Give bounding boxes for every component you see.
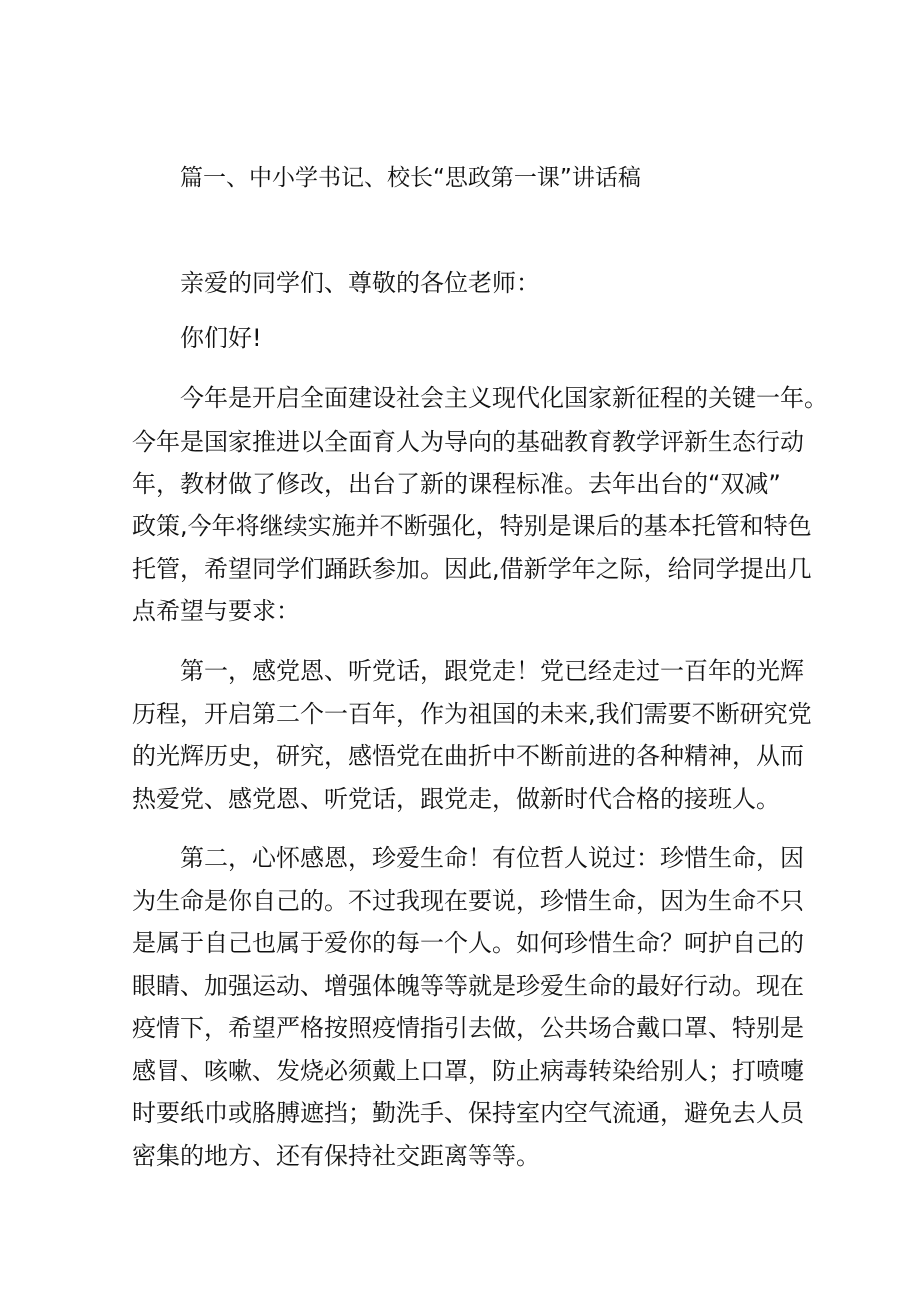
document-title: 篇一、中小学书记、校长“思政第一课”讲话稿	[180, 165, 641, 191]
paragraph-3-line: 感冒、咳嗽、发烧必须戴上口罩，防止病毒转染给别人；打喷嚏	[132, 1057, 804, 1085]
paragraph-2-line: 的光辉历史，研究，感悟党在曲折中不断前进的各种精神，从而	[132, 742, 804, 770]
paragraph-2-line: 历程，开启第二个一百年，作为祖国的未来,我们需要不断研究党	[132, 700, 812, 728]
salutation: 亲爱的同学们、尊敬的各位老师：	[180, 269, 540, 297]
paragraph-1-line: 政策,今年将继续实施并不断强化，特别是课后的基本托管和特色	[132, 512, 812, 540]
paragraph-1-line: 今年是国家推进以全面育人为导向的基础教育教学评新生态行动	[132, 428, 804, 456]
paragraph-3-line: 为生命是你自己的。不过我现在要说，珍惜生命，因为生命不只	[132, 887, 804, 915]
paragraph-3-line: 时要纸巾或胳膊遮挡；勤洗手、保持室内空气流通，避免去人员	[132, 1099, 804, 1127]
greeting: 你们好!	[180, 324, 262, 352]
paragraph-2-line: 第一，感党恩、听党话，跟党走！党已经走过一百年的光辉	[180, 657, 804, 685]
paragraph-1-line: 今年是开启全面建设社会主义现代化国家新征程的关键一年。	[180, 384, 828, 412]
paragraph-1-line: 点希望与要求：	[132, 597, 300, 625]
paragraph-1-line: 年，教材做了修改，出台了新的课程标准。去年出台的“双减”	[132, 470, 781, 498]
paragraph-3-line: 第二，心怀感恩，珍爱生命！有位哲人说过：珍惜生命，因	[180, 844, 804, 872]
paragraph-3-line: 密集的地方、还有保持社交距离等等。	[132, 1142, 540, 1170]
paragraph-3-line: 是属于自己也属于爱你的每一个人。如何珍惜生命？呵护自己的	[132, 929, 804, 957]
paragraph-3-line: 疫情下，希望严格按照疫情指引去做，公共场合戴口罩、特别是	[132, 1014, 804, 1042]
paragraph-1-line: 托管，希望同学们踊跃参加。因此,借新学年之际，给同学提出几	[132, 555, 812, 583]
paragraph-3-line: 眼睛、加强运动、增强体魄等等就是珍爱生命的最好行动。现在	[132, 972, 804, 1000]
paragraph-2-line: 热爱党、感党恩、听党话，跟党走，做新时代合格的接班人。	[132, 785, 780, 813]
